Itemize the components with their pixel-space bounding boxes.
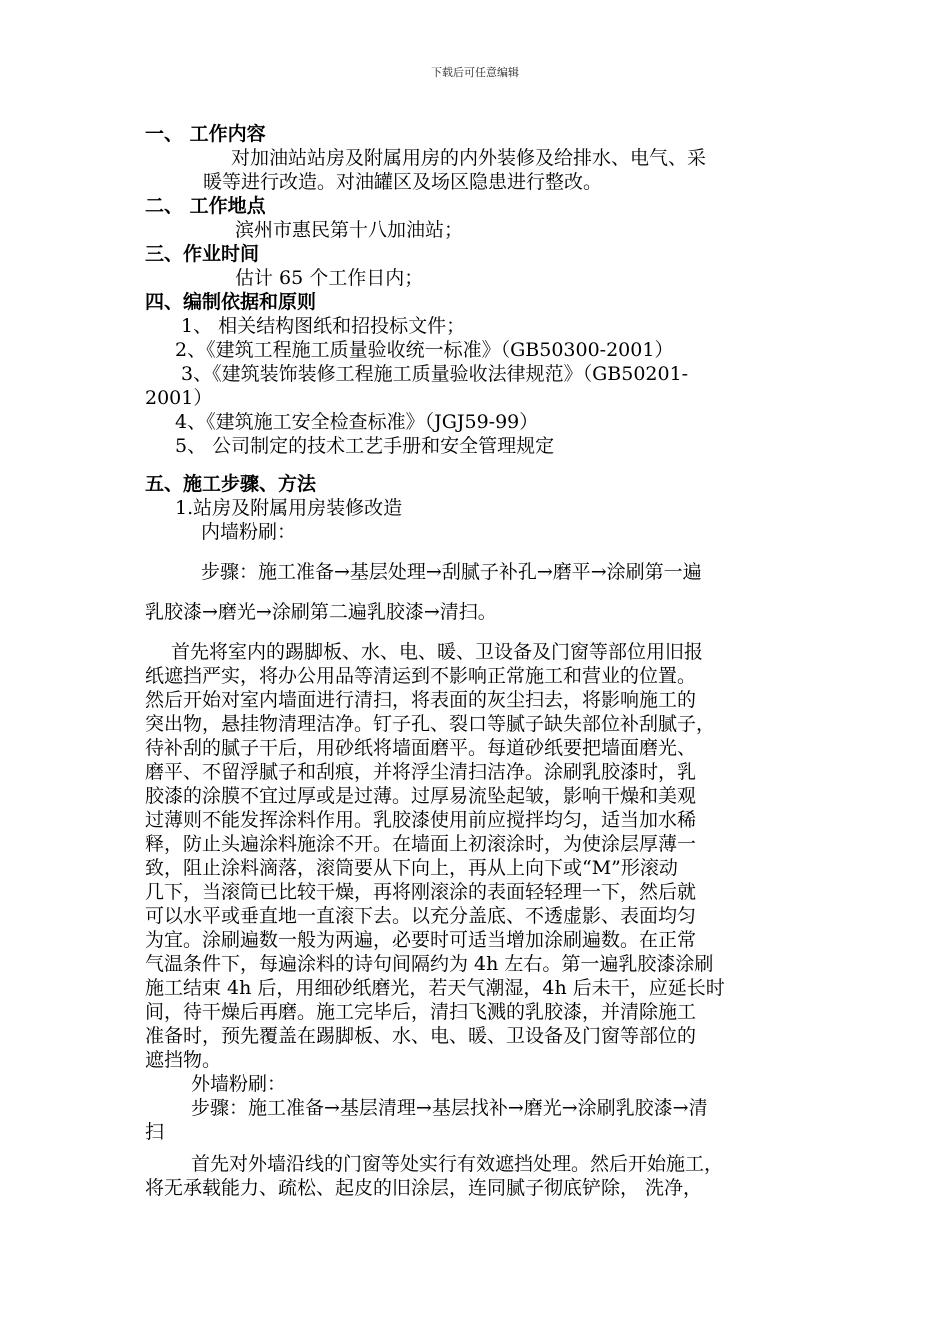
paragraph-line: 气温条件下，每遍涂料的诗句间隔约为 4h 左右。第一遍乳胶漆涂刷 — [145, 953, 714, 975]
paragraph-line: 间，待干燥后再磨。施工完毕后，清扫飞溅的乳胶漆，并清除施工 — [145, 1001, 697, 1023]
inner-steps-line: 乳胶漆→磨光→涂刷第二遍乳胶漆→清扫。 — [145, 601, 497, 623]
page-header: 下载后可任意编辑 — [431, 66, 519, 79]
text-line: 估计 65 个工作日内； — [235, 267, 424, 289]
section-heading-basis: 四、编制依据和原则 — [145, 291, 317, 313]
paragraph-line: 待补刮的腻子干后，用砂纸将墙面磨平。每道砂纸要把墙面磨光、 — [145, 737, 697, 759]
paragraph-line: 过薄则不能发挥涂料作用。乳胶漆使用前应搅拌均匀，适当加水稀 — [145, 809, 697, 831]
text-line: 对加油站站房及附属用房的内外装修及给排水、电气、采 — [231, 147, 707, 169]
paragraph-line: 首先将室内的踢脚板、水、电、暖、卫设备及门窗等部位用旧报 — [171, 641, 704, 663]
paragraph-line: 然后开始对室内墙面进行清扫，将表面的灰尘扫去，将影响施工的 — [145, 689, 697, 711]
paragraph-line: 胶漆的涂膜不宜过厚或是过薄。过厚易流坠起皱，影响干燥和美观 — [145, 785, 697, 807]
paragraph-line: 磨平、不留浮腻子和刮痕，并将浮尘清扫洁净。涂刷乳胶漆时，乳 — [145, 761, 697, 783]
list-item-continued: 2001） — [145, 387, 213, 409]
inner-wall-title: 内墙粉刷： — [201, 521, 297, 543]
paragraph-line: 释，防止头遍涂料施涂不开。在墙面上初滚涂时，为使涂层厚薄一 — [145, 833, 697, 855]
list-item: 3、《建筑装饰装修工程施工质量验收法律规范》（GB50201- — [181, 363, 689, 385]
document-body — [145, 122, 815, 1200]
paragraph-line: 准备时，预先覆盖在踢脚板、水、电、暖、卫设备及门窗等部位的 — [145, 1025, 697, 1047]
section-heading-work-time: 三、作业时间 — [145, 243, 260, 265]
paragraph-line: 致，阻止涂料滴落，滚筒要从下向上，再从上向下或“M”形滚动 — [145, 857, 678, 879]
outer-steps-line: 步骤：施工准备→基层清理→基层找补→磨光→涂刷乳胶漆→清 — [191, 1097, 708, 1119]
paragraph-line: 将无承载能力、疏松、起皮的旧涂层，连同腻子彻底铲除， 洗净， — [145, 1177, 703, 1199]
list-item: 2、《建筑工程施工质量验收统一标准》（GB50300-2001） — [175, 339, 674, 361]
text-line: 滨州市惠民第十八加油站； — [235, 219, 464, 241]
paragraph-line: 首先对外墙沿线的门窗等处实行有效遮挡处理。然后开始施工， — [191, 1153, 724, 1175]
inner-wall-paragraph — [145, 640, 815, 1072]
paragraph-line: 纸遮挡严实，将办公用品等清运到不影响正常施工和营业的位置。 — [145, 665, 697, 687]
paragraph-line: 为宜。涂刷遍数一般为两遍，必要时可适当增加涂刷遍数。在正常 — [145, 929, 697, 951]
section-heading-work-content: 一、 工作内容 — [145, 123, 266, 145]
paragraph-line: 可以水平或垂直地一直滚下去。以充分盖底、不透虚影、表面均匀 — [145, 905, 697, 927]
inner-steps-line: 步骤：施工准备→基层处理→刮腻子补孔→磨平→涂刷第一遍 — [201, 561, 702, 583]
text-line: 暖等进行改造。对油罐区及场区隐患进行整改。 — [203, 171, 603, 193]
list-item: 4、《建筑施工安全检查标准》（JGJ59-99） — [175, 411, 539, 433]
paragraph-line: 施工结束 4h 后，用细砂纸磨光，若天气潮湿，4h 后未干，应延长时 — [145, 977, 725, 999]
section-heading-work-location: 二、 工作地点 — [145, 195, 266, 217]
outer-steps-line: 扫 — [145, 1121, 165, 1143]
outer-wall-paragraph — [145, 1152, 815, 1200]
paragraph-line: 遮挡物。 — [145, 1049, 222, 1071]
outer-wall-title: 外墙粉刷： — [191, 1073, 287, 1095]
list-item: 1、 相关结构图纸和招投标文件； — [181, 315, 466, 337]
list-item: 5、 公司制定的技术工艺手册和安全管理规定 — [175, 435, 555, 457]
section-heading-steps: 五、施工步骤、方法 — [145, 473, 317, 495]
paragraph-line: 几下，当滚筒已比较干燥，再将刚滚涂的表面轻轻理一下，然后就 — [145, 881, 697, 903]
subsection-title: 1.站房及附属用房装修改造 — [175, 497, 403, 519]
paragraph-line: 突出物，悬挂物清理洁净。钉子孔、裂口等腻子缺失部位补刮腻子， — [145, 713, 716, 735]
